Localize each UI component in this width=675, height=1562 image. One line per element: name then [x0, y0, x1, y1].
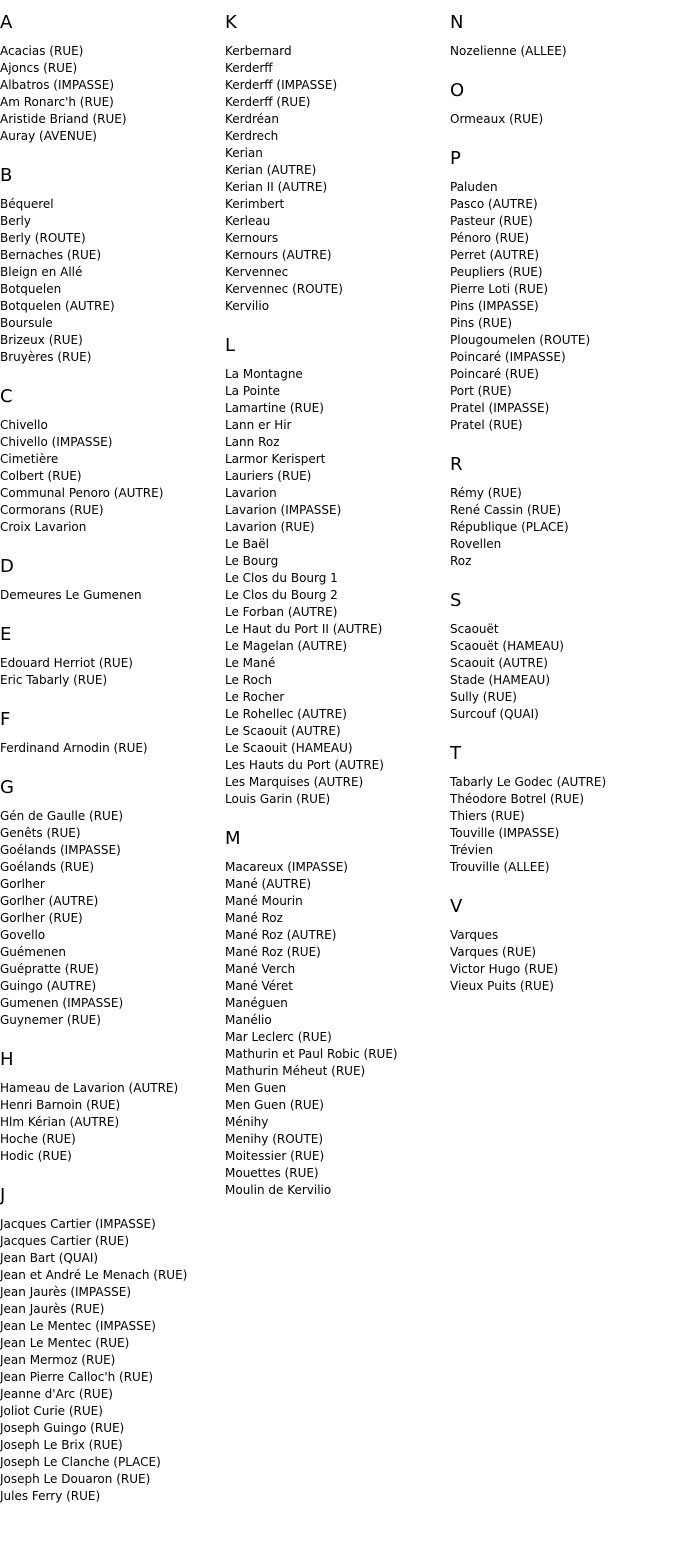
street-list-item: Aristide Briand (RUE) [0, 112, 127, 126]
street-list [450, 774, 675, 876]
street-list-item: Chivello (IMPASSE) [0, 435, 113, 449]
street-list-item: Ormeaux (RUE) [450, 112, 544, 126]
letter-section [225, 335, 450, 808]
street-list-item: Mané Mourin [225, 894, 303, 908]
street-list-item: Guépratte (RUE) [0, 962, 99, 976]
street-list-item: Pins (RUE) [450, 316, 513, 330]
section-letter-heading: L [225, 335, 236, 356]
street-list-item: Goélands (IMPASSE) [0, 843, 121, 857]
street-list [225, 366, 450, 808]
letter-section [0, 1049, 225, 1165]
street-list-item: Kernours [225, 231, 279, 245]
section-letter-heading: F [0, 709, 11, 730]
letter-section [450, 454, 675, 570]
street-list-item: Am Ronarc'h (RUE) [0, 95, 114, 109]
street-list-item: Mané Verch [225, 962, 296, 976]
street-list-item: Scaouit (AUTRE) [450, 656, 548, 670]
letter-section [0, 777, 225, 1029]
street-list-item: Théodore Botrel (RUE) [450, 792, 585, 806]
street-list [0, 1080, 225, 1165]
street-list-item: Joseph Le Clanche (PLACE) [0, 1455, 161, 1469]
section-letter-heading: R [450, 454, 463, 475]
street-list-item: Hoche (RUE) [0, 1132, 76, 1146]
street-list-item: Moitessier (RUE) [225, 1149, 325, 1163]
street-list-item: La Pointe [225, 384, 281, 398]
street-list-item: Pasco (AUTRE) [450, 197, 538, 211]
street-list-item: Mané (AUTRE) [225, 877, 312, 891]
street-list-item: Jean Jaurès (RUE) [0, 1302, 105, 1316]
street-list-item: Kerimbert [225, 197, 285, 211]
street-list [0, 1216, 225, 1505]
street-list-item: Sully (RUE) [450, 690, 517, 704]
letter-section [450, 896, 675, 995]
street-list-item: La Montagne [225, 367, 303, 381]
section-letter-heading: T [450, 743, 461, 764]
street-list [0, 417, 225, 536]
section-letter-heading: B [0, 165, 13, 186]
street-list-item: Botquelen (AUTRE) [0, 299, 115, 313]
street-list [225, 43, 450, 315]
street-list-item: Roz [450, 554, 472, 568]
street-list-item: Gorlher [0, 877, 45, 891]
street-list-item: Men Guen (RUE) [225, 1098, 324, 1112]
street-list-item: Hodic (RUE) [0, 1149, 72, 1163]
street-list-item: Mar Leclerc (RUE) [225, 1030, 332, 1044]
street-list [0, 196, 225, 366]
street-list-item: Berly [0, 214, 31, 228]
section-letter-heading: P [450, 148, 461, 169]
street-list-item: Hlm Kérian (AUTRE) [0, 1115, 120, 1129]
street-list-item: Joliot Curie (RUE) [0, 1404, 103, 1418]
street-list-item: Lamartine (RUE) [225, 401, 324, 415]
street-list-item: Pratel (IMPASSE) [450, 401, 550, 415]
street-list-item: Tabarly Le Godec (AUTRE) [450, 775, 607, 789]
street-list-item: Communal Penoro (AUTRE) [0, 486, 164, 500]
street-list-item: Kerderff (IMPASSE) [225, 78, 338, 92]
street-list-item: Jean Le Mentec (RUE) [0, 1336, 130, 1350]
street-list-item: Jean Pierre Calloc'h (RUE) [0, 1370, 154, 1384]
street-list-item: René Cassin (RUE) [450, 503, 562, 517]
street-list-item: Poincaré (RUE) [450, 367, 539, 381]
street-list-item: Kerian (AUTRE) [225, 163, 317, 177]
section-letter-heading: H [0, 1049, 14, 1070]
street-list-item: Govello [0, 928, 46, 942]
section-letter-heading: V [450, 896, 463, 917]
street-list-item: Larmor Kerispert [225, 452, 326, 466]
street-list-item: Ménihy [225, 1115, 269, 1129]
street-list-item: Les Hauts du Port (AUTRE) [225, 758, 384, 772]
street-list-item: Mathurin Méheut (RUE) [225, 1064, 366, 1078]
street-list-item: Vieux Puits (RUE) [450, 979, 554, 993]
letter-section [0, 556, 225, 604]
street-list-item: Le Roch [225, 673, 273, 687]
street-list-item: Eric Tabarly (RUE) [0, 673, 108, 687]
letter-section [0, 1185, 225, 1505]
street-list-item: Pierre Loti (RUE) [450, 282, 549, 296]
letter-section [450, 12, 675, 60]
street-list-item: Port (RUE) [450, 384, 512, 398]
street-list-item: Le Clos du Bourg 2 [225, 588, 338, 602]
street-list-item: Trévien [450, 843, 494, 857]
street-list-item: Menihy (ROUTE) [225, 1132, 324, 1146]
section-letter-heading: D [0, 556, 14, 577]
street-list-item: Le Magelan (AUTRE) [225, 639, 348, 653]
street-list [450, 927, 675, 995]
street-list-item: Kerdréan [225, 112, 280, 126]
street-list-item: Kervennec [225, 265, 289, 279]
street-list [450, 485, 675, 570]
street-list-item: Pénoro (RUE) [450, 231, 530, 245]
section-letter-heading: O [450, 80, 465, 101]
street-list-item: Scaouët (HAMEAU) [450, 639, 564, 653]
section-letter-heading: M [225, 828, 241, 849]
street-list [0, 43, 225, 145]
letter-section [0, 165, 225, 366]
street-list-item: Kerderff (RUE) [225, 95, 311, 109]
street-list-item: Berly (ROUTE) [0, 231, 86, 245]
street-list-item: Le Rohellec (AUTRE) [225, 707, 347, 721]
street-list-item: Gén de Gaulle (RUE) [0, 809, 124, 823]
street-list-item: Le Forban (AUTRE) [225, 605, 338, 619]
street-list-item: Jean Mermoz (RUE) [0, 1353, 116, 1367]
street-list-item: Kerleau [225, 214, 271, 228]
street-list-item: Bruyères (RUE) [0, 350, 92, 364]
street-list-item: Paluden [450, 180, 498, 194]
street-list-item: Colbert (RUE) [0, 469, 82, 483]
street-list-item: Louis Garin (RUE) [225, 792, 331, 806]
street-list-item: Ferdinand Arnodin (RUE) [0, 741, 148, 755]
section-letter-heading: N [450, 12, 464, 33]
street-list-item: Mané Roz (AUTRE) [225, 928, 337, 942]
street-list-item: Pratel (RUE) [450, 418, 523, 432]
street-list-item: Jacques Cartier (RUE) [0, 1234, 130, 1248]
street-list-item: Gumenen (IMPASSE) [0, 996, 124, 1010]
street-list-item: Joseph Le Douaron (RUE) [0, 1472, 151, 1486]
letter-section [225, 828, 450, 1199]
street-list-item: Demeures Le Gumenen [0, 588, 142, 602]
street-list-item: Pins (IMPASSE) [450, 299, 539, 313]
street-list [0, 808, 225, 1029]
street-list-item: Henri Barnoin (RUE) [0, 1098, 121, 1112]
street-list-item: Poincaré (IMPASSE) [450, 350, 566, 364]
letter-section [0, 624, 225, 689]
street-list-item: Peupliers (RUE) [450, 265, 543, 279]
street-list-item: Le Scaouit (HAMEAU) [225, 741, 353, 755]
street-list [0, 740, 225, 757]
letter-section [0, 386, 225, 536]
street-list-item: Mané Roz (RUE) [225, 945, 321, 959]
street-list [450, 111, 675, 128]
street-list-item: Thiers (RUE) [450, 809, 525, 823]
street-list-item: Mathurin et Paul Robic (RUE) [225, 1047, 398, 1061]
section-letter-heading: J [0, 1185, 6, 1206]
letter-section [0, 709, 225, 757]
street-list-item: Mouettes (RUE) [225, 1166, 319, 1180]
street-list-item: Lavarion (RUE) [225, 520, 315, 534]
street-list-item: Le Mané [225, 656, 276, 670]
street-list-item: Gorlher (RUE) [0, 911, 83, 925]
street-list-item: Le Bourg [225, 554, 279, 568]
street-list-item: Rémy (RUE) [450, 486, 522, 500]
street-list-item: Mané Roz [225, 911, 283, 925]
street-list-item: Jean Jaurès (IMPASSE) [0, 1285, 132, 1299]
street-list-item: Nozelienne (ALLEE) [450, 44, 567, 58]
street-list-item: Manélio [225, 1013, 272, 1027]
street-list-item: Lauriers (RUE) [225, 469, 312, 483]
street-list [0, 655, 225, 689]
street-list-item: Chivello [0, 418, 48, 432]
letter-section [450, 148, 675, 434]
street-list-item: Gorlher (AUTRE) [0, 894, 99, 908]
street-list-item: Pasteur (RUE) [450, 214, 533, 228]
street-list-item: Boursule [0, 316, 53, 330]
street-list-item: Perret (AUTRE) [450, 248, 540, 262]
street-list-item: Le Scaouit (AUTRE) [225, 724, 341, 738]
section-letter-heading: A [0, 12, 13, 33]
letter-section [450, 590, 675, 723]
street-list-item: Plougoumelen (ROUTE) [450, 333, 591, 347]
street-list-item: Kernours (AUTRE) [225, 248, 332, 262]
street-list-item: Kerderff [225, 61, 273, 75]
section-letter-heading: C [0, 386, 13, 407]
street-list-item: Guynemer (RUE) [0, 1013, 101, 1027]
street-list-item: Kervennec (ROUTE) [225, 282, 343, 296]
street-list-item: Kervilio [225, 299, 270, 313]
letter-section [0, 12, 225, 145]
street-list-item: Acacias (RUE) [0, 44, 84, 58]
street-list-item: Kerbernard [225, 44, 292, 58]
street-list-item: Trouville (ALLEE) [450, 860, 550, 874]
street-list-item: Brizeux (RUE) [0, 333, 83, 347]
street-list-item: Le Haut du Port II (AUTRE) [225, 622, 383, 636]
street-list [450, 621, 675, 723]
section-letter-heading: S [450, 590, 462, 611]
letter-section [450, 80, 675, 128]
street-list-item: Albatros (IMPASSE) [0, 78, 115, 92]
street-list-item: Lann Roz [225, 435, 280, 449]
street-list-item: Le Clos du Bourg 1 [225, 571, 338, 585]
street-list-item: Kerian [225, 146, 263, 160]
street-list-item: Jean Bart (QUAI) [0, 1251, 99, 1265]
street-list-item: Touville (IMPASSE) [450, 826, 560, 840]
street-list-item: Macareux (IMPASSE) [225, 860, 348, 874]
street-index-column-2 [225, 12, 450, 1219]
street-list [450, 43, 675, 60]
street-index-column-3 [450, 12, 675, 1015]
street-list-item: Jules Ferry (RUE) [0, 1489, 101, 1503]
street-list-item: Surcouf (QUAI) [450, 707, 539, 721]
street-list-item: Ajoncs (RUE) [0, 61, 78, 75]
street-list-item: Cormorans (RUE) [0, 503, 104, 517]
section-letter-heading: K [225, 12, 237, 33]
street-list-item: Jeanne d'Arc (RUE) [0, 1387, 113, 1401]
street-list-item: Rovellen [450, 537, 502, 551]
street-list-item: Lavarion (IMPASSE) [225, 503, 342, 517]
street-list-item: Lavarion [225, 486, 277, 500]
street-list-item: Moulin de Kervilio [225, 1183, 332, 1197]
section-letter-heading: G [0, 777, 14, 798]
section-letter-heading: E [0, 624, 12, 645]
street-list-item: Bernaches (RUE) [0, 248, 102, 262]
street-list-item: Manéguen [225, 996, 288, 1010]
street-index-column-1 [0, 12, 225, 1525]
street-list-item: Auray (AVENUE) [0, 129, 97, 143]
street-list-item: Edouard Herriot (RUE) [0, 656, 133, 670]
street-list-item: Joseph Le Brix (RUE) [0, 1438, 123, 1452]
street-list-item: Men Guen [225, 1081, 287, 1095]
street-list-item: République (PLACE) [450, 520, 569, 534]
letter-section [225, 12, 450, 315]
street-list-item: Mané Véret [225, 979, 293, 993]
street-list-item: Victor Hugo (RUE) [450, 962, 559, 976]
street-list-item: Hameau de Lavarion (AUTRE) [0, 1081, 179, 1095]
street-list [225, 859, 450, 1199]
street-list-item: Varques [450, 928, 499, 942]
street-list-item: Les Marquises (AUTRE) [225, 775, 364, 789]
street-list-item: Botquelen [0, 282, 62, 296]
letter-section [450, 743, 675, 876]
street-list-item: Kerian II (AUTRE) [225, 180, 328, 194]
street-list-item: Jean Le Mentec (IMPASSE) [0, 1319, 156, 1333]
street-list-item: Béquerel [0, 197, 54, 211]
street-list-item: Scaouët [450, 622, 499, 636]
street-list-item: Guingo (AUTRE) [0, 979, 97, 993]
street-list-item: Lann er Hir [225, 418, 292, 432]
street-list-item: Guémenen [0, 945, 66, 959]
street-list-item: Cimetière [0, 452, 59, 466]
street-list [0, 587, 225, 604]
street-list-item: Goélands (RUE) [0, 860, 95, 874]
street-list-item: Croix Lavarion [0, 520, 87, 534]
street-list-item: Jacques Cartier (IMPASSE) [0, 1217, 156, 1231]
street-list-item: Bleign en Allé [0, 265, 83, 279]
street-list-item: Le Baël [225, 537, 269, 551]
street-list-item: Jean et André Le Menach (RUE) [0, 1268, 188, 1282]
street-list [450, 179, 675, 434]
street-list-item: Genêts (RUE) [0, 826, 81, 840]
street-list-item: Varques (RUE) [450, 945, 537, 959]
street-list-item: Stade (HAMEAU) [450, 673, 551, 687]
street-list-item: Joseph Guingo (RUE) [0, 1421, 125, 1435]
street-list-item: Le Rocher [225, 690, 285, 704]
street-list-item: Kerdrech [225, 129, 279, 143]
